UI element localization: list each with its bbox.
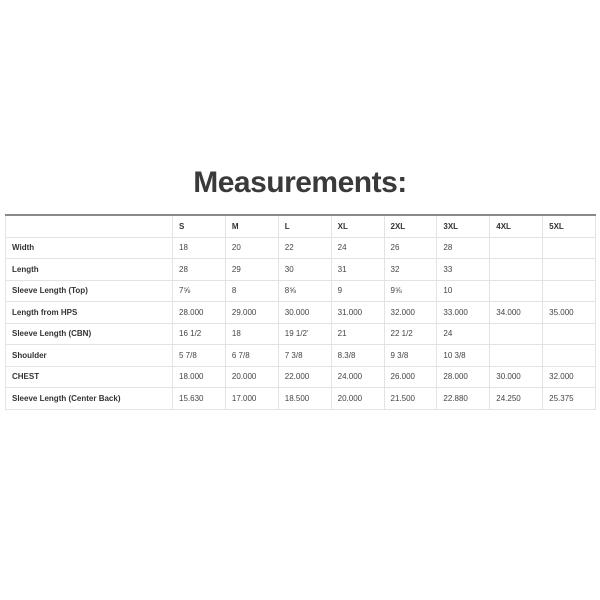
table-cell: 7⅝ xyxy=(173,280,226,302)
row-label: Sleeve Length (CBN) xyxy=(6,323,173,345)
table-cell: 8 xyxy=(225,280,278,302)
table-cell: 7 3/8 xyxy=(278,345,331,367)
table-cell xyxy=(543,280,596,302)
table-cell: 18.000 xyxy=(173,366,226,388)
measurements-table-container xyxy=(5,214,595,410)
table-cell: 21.500 xyxy=(384,388,437,410)
table-cell xyxy=(490,280,543,302)
table-cell: 28.000 xyxy=(173,302,226,324)
table-cell: 32.000 xyxy=(384,302,437,324)
table-cell: 10 xyxy=(437,280,490,302)
table-cell: 20 xyxy=(225,237,278,259)
table-cell: 32.000 xyxy=(543,366,596,388)
table-cell: 31.000 xyxy=(331,302,384,324)
table-row xyxy=(6,323,596,345)
table-cell: 15.630 xyxy=(173,388,226,410)
header-cell-size: 4XL xyxy=(490,215,543,237)
table-cell: 30.000 xyxy=(490,366,543,388)
table-row xyxy=(6,366,596,388)
table-cell: 19 1/2' xyxy=(278,323,331,345)
header-cell-label xyxy=(6,215,173,237)
row-label: Shoulder xyxy=(6,345,173,367)
table-cell: 20.000 xyxy=(225,366,278,388)
table-cell: 24.000 xyxy=(331,366,384,388)
table-cell: 33 xyxy=(437,259,490,281)
table-body xyxy=(6,237,596,409)
measurements-table xyxy=(5,214,596,410)
table-cell: 28.000 xyxy=(437,366,490,388)
table-cell: 26 xyxy=(384,237,437,259)
table-cell: 9 3/8 xyxy=(384,345,437,367)
table-cell: 17.000 xyxy=(225,388,278,410)
table-cell: 8⅝ xyxy=(278,280,331,302)
header-cell-size: 3XL xyxy=(437,215,490,237)
header-cell-size: M xyxy=(225,215,278,237)
table-cell: 32 xyxy=(384,259,437,281)
row-label: CHEST xyxy=(6,366,173,388)
row-label: Width xyxy=(6,237,173,259)
table-row xyxy=(6,302,596,324)
table-cell: 22 xyxy=(278,237,331,259)
row-label: Sleeve Length (Center Back) xyxy=(6,388,173,410)
table-cell: 16 1/2 xyxy=(173,323,226,345)
table-cell: 22 1/2 xyxy=(384,323,437,345)
table-cell: 24 xyxy=(437,323,490,345)
table-cell: 8.3/8 xyxy=(331,345,384,367)
header-cell-size: L xyxy=(278,215,331,237)
table-cell xyxy=(543,345,596,367)
table-cell: 20.000 xyxy=(331,388,384,410)
table-cell xyxy=(543,259,596,281)
table-cell: 28 xyxy=(437,237,490,259)
table-cell: 9⅝ xyxy=(384,280,437,302)
table-row xyxy=(6,280,596,302)
table-cell: 28 xyxy=(173,259,226,281)
row-label: Length from HPS xyxy=(6,302,173,324)
header-cell-size: S xyxy=(173,215,226,237)
table-cell: 24 xyxy=(331,237,384,259)
table-cell: 24.250 xyxy=(490,388,543,410)
table-cell xyxy=(543,237,596,259)
table-cell: 10 3/8 xyxy=(437,345,490,367)
table-row xyxy=(6,345,596,367)
header-cell-size: 2XL xyxy=(384,215,437,237)
table-cell: 35.000 xyxy=(543,302,596,324)
table-cell xyxy=(490,323,543,345)
row-label: Sleeve Length (Top) xyxy=(6,280,173,302)
table-cell: 29.000 xyxy=(225,302,278,324)
table-cell: 30.000 xyxy=(278,302,331,324)
table-cell: 6 7/8 xyxy=(225,345,278,367)
header-cell-size: 5XL xyxy=(543,215,596,237)
header-cell-size: XL xyxy=(331,215,384,237)
table-row xyxy=(6,388,596,410)
table-cell: 34.000 xyxy=(490,302,543,324)
table-cell: 18 xyxy=(173,237,226,259)
table-cell: 26.000 xyxy=(384,366,437,388)
table-cell: 9 xyxy=(331,280,384,302)
table-row xyxy=(6,237,596,259)
table-cell: 29 xyxy=(225,259,278,281)
table-cell: 22.880 xyxy=(437,388,490,410)
table-row xyxy=(6,259,596,281)
table-cell xyxy=(543,323,596,345)
table-cell: 31 xyxy=(331,259,384,281)
table-cell: 18.500 xyxy=(278,388,331,410)
page-title: Measurements: xyxy=(193,166,407,199)
table-cell: 25.375 xyxy=(543,388,596,410)
table-cell: 5 7/8 xyxy=(173,345,226,367)
row-label: Length xyxy=(6,259,173,281)
table-header-row xyxy=(6,215,596,237)
table-cell: 22.000 xyxy=(278,366,331,388)
table-cell xyxy=(490,345,543,367)
table-cell: 30 xyxy=(278,259,331,281)
table-cell: 21 xyxy=(331,323,384,345)
table-cell: 33.000 xyxy=(437,302,490,324)
table-cell: 18 xyxy=(225,323,278,345)
table-cell xyxy=(490,237,543,259)
table-cell xyxy=(490,259,543,281)
